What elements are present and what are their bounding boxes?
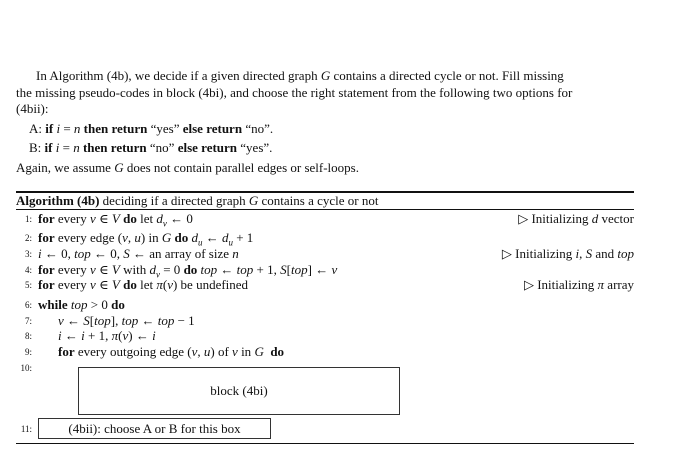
algorithm-title-bold: Algorithm (4b) <box>16 193 100 208</box>
intro-line-1: In Algorithm (4b), we decide if a given directed graph G contains a directed cycle or not. Fill missing <box>36 68 564 83</box>
line-number-4: 4: <box>24 265 32 275</box>
comment-line-5: ▷ Initializing π array <box>523 277 634 292</box>
intro-line-3: (4bii): <box>16 101 49 116</box>
algo-line-4: for every v ∈ V with $d_v = 0$ do top ← top + 1, S[top] ← v <box>38 262 338 280</box>
comment-line-1: ▷ Initializing d vector <box>518 211 634 226</box>
algo-line-6: while top > 0 do <box>38 297 125 312</box>
line-number-9: 9: <box>24 347 32 357</box>
box-4bii-label: (4bii): choose A or B for this box <box>68 420 241 436</box>
line-number-10: 10: <box>20 363 32 373</box>
line-number-11: 11: <box>20 424 32 434</box>
option-b: B: if i = n then return “no” else return “yes”. <box>29 140 273 155</box>
algo-line-2: for every edge (v, u) in G do $d_u$ ← $d_u + 1$ <box>38 230 254 248</box>
intro-line-2: the missing pseudo-codes in block (4bi), and choose the right statement from the following two options for <box>16 85 573 100</box>
assumption-text: Again, we assume G does not contain parallel edges or self-loops. <box>16 160 359 175</box>
comment-line-3: ▷ Initializing i, S and top <box>501 246 634 261</box>
line-number-7: 7: <box>24 316 32 326</box>
line-number-1: 1: <box>24 214 32 224</box>
algo-line-9: for every outgoing edge (v, u) of v in G do <box>58 344 285 359</box>
algo-line-3: i ← 0, top ← 0, S ← an array of size n <box>38 246 239 261</box>
line-number-2: 2: <box>24 233 32 243</box>
line-number-8: 8: <box>24 331 32 341</box>
algo-line-7: v ← S[top], top ← top − 1 <box>58 313 195 328</box>
algorithm-title: Algorithm (4b) deciding if a directed graph G contains a cycle or not <box>16 193 379 208</box>
line-number-3: 3: <box>24 249 32 259</box>
algo-line-8: i ← i + 1, π(v) ← i <box>58 328 156 343</box>
algo-line-5: for every v ∈ V do let π(v) be undefined <box>38 277 249 292</box>
option-a: A: if i = n then return “yes” else return “no”. <box>29 121 274 136</box>
box-4bii <box>38 418 271 439</box>
algorithm-bottom-rule <box>16 443 634 444</box>
line-number-6: 6: <box>24 300 32 310</box>
algorithm-title-rule <box>16 209 634 210</box>
block-4bi-label: block (4bi) <box>210 383 268 398</box>
line-number-5: 5: <box>24 280 32 290</box>
block-4bi-box <box>78 367 400 415</box>
algo-line-1: for every v ∈ V do let $d_v$ ← 0 <box>38 211 193 229</box>
